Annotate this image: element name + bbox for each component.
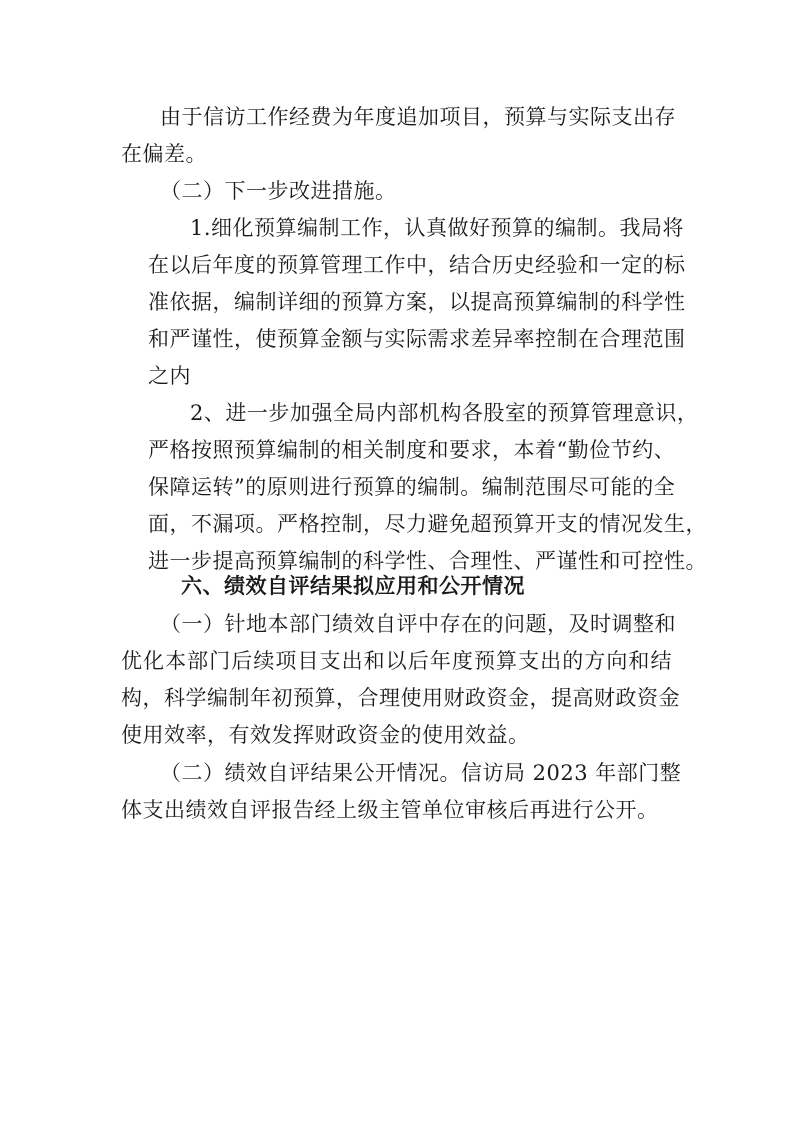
item1-line3: 准依据，编制详细的预算方案，以提高预算编制的科学性 <box>148 290 686 314</box>
s6-p1-line4: 使用效率，有效发挥财政资金的使用效益。 <box>121 723 530 747</box>
s6-p2-line2: 体支出绩效自评报告经上级主管单位审核后再进行公开。 <box>121 798 659 822</box>
item1-line4: 和严谨性，使预算金额与实际需求差异率控制在合理范围 <box>148 327 686 351</box>
para1-line2: 在偏差。 <box>121 142 207 166</box>
item2-line1: 2、进一步加强全局内部机构各股室的预算管理意识， <box>190 401 699 425</box>
item1-line5: 之内 <box>148 364 191 388</box>
section6-heading: 六、绩效自评结果拟应用和公开情况 <box>181 574 525 598</box>
next-steps-heading: （二）下一步改进措施。 <box>160 179 397 203</box>
s6-p2-line1: （二）绩效自评结果公开情况。信访局 2023 年部门整 <box>160 761 682 785</box>
s6-p1-line1: （一）针地本部门绩效自评中存在的问题，及时调整和 <box>160 612 676 636</box>
item2-line3: 保障运转”的原则进行预算的编制。编制范围尽可能的全 <box>148 475 676 499</box>
s6-p1-line3: 构，科学编制年初预算，合理使用财政资金，提高财政资金 <box>121 686 680 710</box>
s6-p1-line2: 优化本部门后续项目支出和以后年度预算支出的方向和结 <box>121 649 672 673</box>
item1-line2: 在以后年度的预算管理工作中，结合历史经验和一定的标 <box>148 253 686 277</box>
item1-line1: 1.细化预算编制工作，认真做好预算的编制。我局将 <box>190 216 685 240</box>
para1-line1: 由于信访工作经费为年度追加项目，预算与实际支出存 <box>160 105 676 129</box>
item2-line2: 严格按照预算编制的相关制度和要求，本着“勤俭节约、 <box>148 438 676 462</box>
item2-line5: 进一步提高预算编制的科学性、合理性、严谨性和可控性。 <box>148 549 707 573</box>
item2-line4: 面，不漏项。严格控制，尽力避免超预算开支的情况发生， <box>148 512 707 536</box>
